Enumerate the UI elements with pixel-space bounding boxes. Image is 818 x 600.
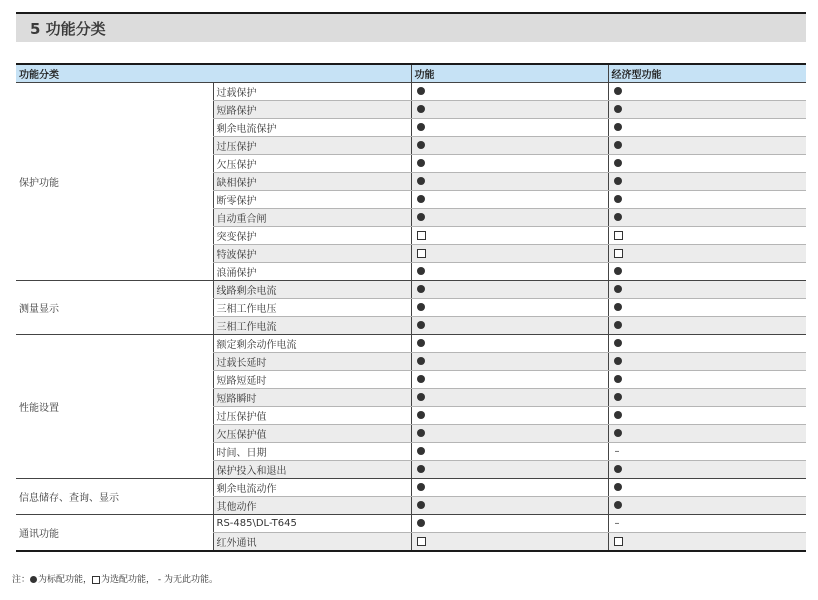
item-cell: 欠压保护 <box>213 155 411 173</box>
function-mark-cell <box>411 515 608 533</box>
footnote-standard: 为标配功能， <box>38 575 93 585</box>
header-category: 功能分类 <box>16 64 411 83</box>
filled-dot-icon <box>30 576 37 583</box>
table-row <box>16 335 806 353</box>
filled-dot-icon <box>614 375 622 383</box>
empty-square-icon <box>614 249 623 258</box>
filled-dot-icon <box>417 195 425 203</box>
filled-dot-icon <box>417 447 425 455</box>
function-mark-cell <box>411 317 608 335</box>
function-mark-cell <box>411 299 608 317</box>
function-mark-cell <box>411 245 608 263</box>
economy-mark-cell <box>608 191 806 209</box>
empty-square-icon <box>614 231 623 240</box>
filled-dot-icon <box>417 123 425 131</box>
economy-mark-cell <box>608 371 806 389</box>
footnote <box>12 572 218 585</box>
dash-mark: – <box>614 518 620 529</box>
function-mark-cell <box>411 407 608 425</box>
function-mark-cell <box>411 353 608 371</box>
filled-dot-icon <box>417 213 425 221</box>
item-cell: 突变保护 <box>213 227 411 245</box>
economy-mark-cell <box>608 83 806 101</box>
economy-mark-cell <box>608 245 806 263</box>
item-cell: 过载长延时 <box>213 353 411 371</box>
economy-mark-cell <box>608 407 806 425</box>
filled-dot-icon <box>417 159 425 167</box>
filled-dot-icon <box>614 123 622 131</box>
filled-dot-icon <box>417 87 425 95</box>
function-mark-cell <box>411 173 608 191</box>
economy-mark-cell <box>608 281 806 299</box>
economy-mark-cell <box>608 335 806 353</box>
filled-dot-icon <box>614 159 622 167</box>
item-cell: 短路保护 <box>213 101 411 119</box>
footnote-prefix: 注： <box>12 575 31 585</box>
filled-dot-icon <box>417 339 425 347</box>
item-cell: 过压保护 <box>213 137 411 155</box>
item-cell: RS-485\DL-T645 <box>213 515 411 533</box>
item-cell: 短路短延时 <box>213 371 411 389</box>
filled-dot-icon <box>417 267 425 275</box>
function-mark-cell <box>411 533 608 552</box>
function-mark-cell <box>411 83 608 101</box>
economy-mark-cell <box>608 353 806 371</box>
economy-mark-cell <box>608 497 806 515</box>
item-cell: 三相工作电流 <box>213 317 411 335</box>
economy-mark-cell <box>608 173 806 191</box>
filled-dot-icon <box>614 195 622 203</box>
function-mark-cell <box>411 479 608 497</box>
item-cell: 过载保护 <box>213 83 411 101</box>
section-header <box>16 12 806 42</box>
filled-dot-icon <box>417 465 425 473</box>
economy-mark-cell <box>608 461 806 479</box>
filled-dot-icon <box>614 303 622 311</box>
filled-dot-icon <box>417 303 425 311</box>
function-mark-cell <box>411 137 608 155</box>
economy-mark-cell <box>608 299 806 317</box>
item-cell: 红外通讯 <box>213 533 411 552</box>
filled-dot-icon <box>614 339 622 347</box>
function-mark-cell <box>411 227 608 245</box>
table-row <box>16 83 806 101</box>
filled-dot-icon <box>614 429 622 437</box>
item-cell: 剩余电流动作 <box>213 479 411 497</box>
item-cell: 剩余电流保护 <box>213 119 411 137</box>
filled-dot-icon <box>614 105 622 113</box>
filled-dot-icon <box>614 357 622 365</box>
filled-dot-icon <box>614 321 622 329</box>
economy-mark-cell <box>608 263 806 281</box>
filled-dot-icon <box>614 483 622 491</box>
category-cell: 性能设置 <box>16 335 213 479</box>
function-mark-cell <box>411 281 608 299</box>
economy-mark-cell <box>608 101 806 119</box>
item-cell: 特波保护 <box>213 245 411 263</box>
economy-mark-cell <box>608 425 806 443</box>
economy-mark-cell <box>608 479 806 497</box>
item-cell: 欠压保护值 <box>213 425 411 443</box>
economy-mark-cell <box>608 317 806 335</box>
economy-mark-cell <box>608 533 806 552</box>
filled-dot-icon <box>417 483 425 491</box>
section-title: 5 功能分类 <box>30 20 106 38</box>
item-cell: 保护投入和退出 <box>213 461 411 479</box>
table-row <box>16 281 806 299</box>
table-row <box>16 515 806 533</box>
function-mark-cell <box>411 335 608 353</box>
filled-dot-icon <box>417 501 425 509</box>
function-mark-cell <box>411 461 608 479</box>
item-cell: 三相工作电压 <box>213 299 411 317</box>
function-mark-cell <box>411 101 608 119</box>
table-header-row <box>16 64 806 83</box>
table-body <box>16 83 806 552</box>
economy-mark-cell <box>608 227 806 245</box>
filled-dot-icon <box>614 411 622 419</box>
function-mark-cell <box>411 263 608 281</box>
function-mark-cell <box>411 119 608 137</box>
filled-dot-icon <box>417 375 425 383</box>
item-cell: 时间、日期 <box>213 443 411 461</box>
filled-dot-icon <box>417 141 425 149</box>
empty-square-icon <box>417 231 426 240</box>
item-cell: 短路瞬时 <box>213 389 411 407</box>
function-mark-cell <box>411 371 608 389</box>
footnote-optional: 为选配功能， <box>101 575 156 585</box>
item-cell: 额定剩余动作电流 <box>213 335 411 353</box>
category-cell: 保护功能 <box>16 83 213 281</box>
economy-mark-cell <box>608 443 806 461</box>
filled-dot-icon <box>417 285 425 293</box>
item-cell: 自动重合闸 <box>213 209 411 227</box>
empty-square-icon <box>417 249 426 258</box>
header-economy-function: 经济型功能 <box>608 64 806 83</box>
item-cell: 缺相保护 <box>213 173 411 191</box>
filled-dot-icon <box>614 213 622 221</box>
function-mark-cell <box>411 389 608 407</box>
function-mark-cell <box>411 155 608 173</box>
function-mark-cell <box>411 209 608 227</box>
function-mark-cell <box>411 191 608 209</box>
filled-dot-icon <box>614 267 622 275</box>
filled-dot-icon <box>614 501 622 509</box>
item-cell: 断零保护 <box>213 191 411 209</box>
economy-mark-cell <box>608 119 806 137</box>
filled-dot-icon <box>614 285 622 293</box>
economy-mark-cell <box>608 209 806 227</box>
filled-dot-icon <box>614 177 622 185</box>
item-cell: 线路剩余电流 <box>213 281 411 299</box>
table-row <box>16 479 806 497</box>
filled-dot-icon <box>417 321 425 329</box>
function-mark-cell <box>411 425 608 443</box>
filled-dot-icon <box>417 519 425 527</box>
filled-dot-icon <box>417 357 425 365</box>
filled-dot-icon <box>417 105 425 113</box>
dash-mark: – <box>614 446 620 457</box>
empty-square-icon <box>417 537 426 546</box>
filled-dot-icon <box>614 465 622 473</box>
header-function: 功能 <box>411 64 608 83</box>
economy-mark-cell <box>608 389 806 407</box>
filled-dot-icon <box>417 177 425 185</box>
function-table <box>16 63 806 552</box>
function-mark-cell <box>411 497 608 515</box>
filled-dot-icon <box>417 411 425 419</box>
empty-square-icon <box>614 537 623 546</box>
function-mark-cell <box>411 443 608 461</box>
filled-dot-icon <box>417 393 425 401</box>
economy-mark-cell <box>608 515 806 533</box>
item-cell: 过压保护值 <box>213 407 411 425</box>
filled-dot-icon <box>614 87 622 95</box>
category-cell: 信息储存、查询、显示 <box>16 479 213 515</box>
empty-square-icon <box>92 576 100 584</box>
filled-dot-icon <box>614 141 622 149</box>
filled-dot-icon <box>614 393 622 401</box>
footnote-none: - 为无此功能。 <box>155 575 219 585</box>
filled-dot-icon <box>417 429 425 437</box>
economy-mark-cell <box>608 137 806 155</box>
item-cell: 浪涌保护 <box>213 263 411 281</box>
economy-mark-cell <box>608 155 806 173</box>
category-cell: 通讯功能 <box>16 515 213 552</box>
item-cell: 其他动作 <box>213 497 411 515</box>
category-cell: 测量显示 <box>16 281 213 335</box>
